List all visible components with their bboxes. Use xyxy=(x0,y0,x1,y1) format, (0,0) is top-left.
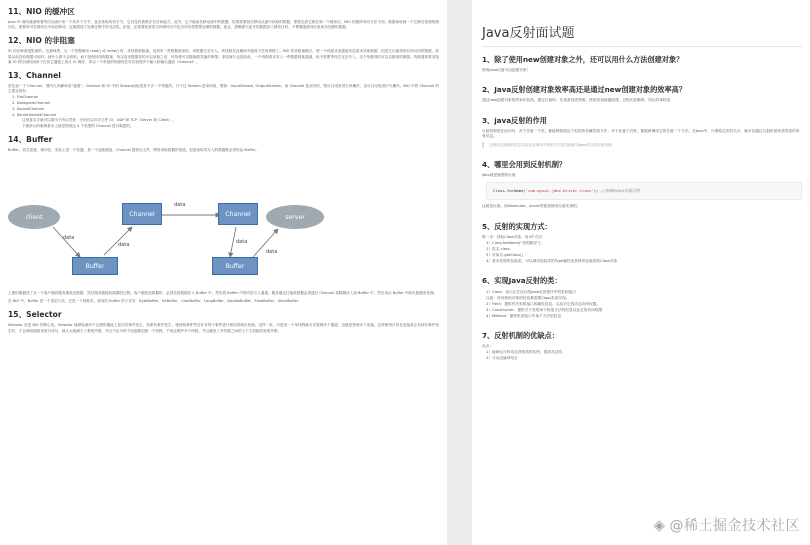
advantage-list xyxy=(482,349,802,361)
channel-list xyxy=(8,94,439,118)
section-nio-nonblocking xyxy=(8,35,439,65)
code-call: Class.forName( xyxy=(493,188,526,194)
list-item: 3）对象名.getClass() xyxy=(486,253,523,258)
buffer-node: Buffer xyxy=(212,257,258,275)
section-body: 首先说一下 Channel，国内大多翻译成“通道”。Channel 和 IO 中的 Stream(流)是差不多一个等级的。只不过 Stream 是单向的，譬如：InputStream, OutputStream，而 Channel 是双向的，既可以用来进行读操作，也可以用来进行写操作。NIO 中的 Channel 的主要实现有： xyxy=(8,84,439,94)
code-string: 'com.mysql.jdbc.Driver.class' xyxy=(525,188,594,194)
question-answer: jdbc就是典型的反射 xyxy=(482,173,516,178)
list-item: 3）Constructor：提供关于类的单个构造方法的信息以及它的访问权限 xyxy=(486,308,603,313)
section-title: 11、NIO 的缓冲区 xyxy=(8,7,75,16)
channel-note: 这里看名字就可以猜出个所以然来：分别可以对应文件 IO、UDP 和 TCP（Server 和 Client）。 xyxy=(22,118,176,123)
list-item: 2）Field：提供有关类和接口的属性信息，以及对它的动态访问权限。 xyxy=(486,302,601,307)
blockquote: 这种动态获取的信息以及动态调用对象的方法的功能称为Java语言的反射机制。 xyxy=(482,142,802,148)
channel-node: Channel xyxy=(218,203,258,225)
section-title: 12、NIO 的非阻塞 xyxy=(8,36,75,46)
section-body: IO 的各种流是阻塞的。这意味着，当一个线程调用 read() 或 write() 时，该线程被阻塞，直到有一些数据被读取，或数据完全写入。该线程在此期间不能再干任何事情了。NIO 的非阻塞模式，使一个线程从某通道发送请求读取数据，但是它仅能得到目前可用的数据，如果目前没有数据可用时，就什么都不会获取。而不是保持线程阻塞，所以直至数据变的可以读取之前，该线程可以继续做其他的事情。非阻塞写也是如此。一个线程请求写入一些数据到某通道，但不需要等待它完全写入，这个线程同时可以去做别的事情。线程通常将非阻塞 IO 的空闲时间用于在其它通道上执行 IO 操作，所以一个单独的线程现在可以管理多个输入和输出通道（channel）。 xyxy=(8,49,439,64)
question-5 xyxy=(482,222,802,264)
data-label: data xyxy=(118,242,130,249)
section-body: Java IO 面向流意味着每次从流中读一个或多个字节，直至读取所有字节，它们没有被缓存在任何地方。此外，它不能前后移动流中的数据。如果需要前后移动从流中读取的数据，需要先将它缓存到一个缓冲区。NIO 的缓冲导向方法不同。数据读取到一个它稍后处理的缓冲区，需要时可在缓冲区中前后移动。这就增加了处理过程中的灵活性。但是，还需要检查是否该缓冲区中包含所有您需要处理的数据。而且，需确保当更多的数据读入缓冲区时，不要覆盖缓冲区里尚未处理的数据。 xyxy=(8,20,439,30)
client-node: client xyxy=(8,205,60,229)
question-1 xyxy=(482,55,802,73)
code-close: ); xyxy=(593,188,599,194)
channel-node: Channel xyxy=(122,203,162,225)
data-label: data xyxy=(266,249,278,256)
arrow-buffer-to-channel xyxy=(104,227,132,255)
list-item: 1）Class.forName(“类的路径”)； xyxy=(486,241,544,246)
buffer-flow-diagram xyxy=(8,157,439,285)
list-item: 2）类名.class xyxy=(486,247,510,252)
method-list xyxy=(482,240,802,264)
section-nio-buffer xyxy=(8,6,439,30)
data-label: data xyxy=(174,202,186,209)
question-4 xyxy=(482,160,802,210)
section-body: 上面的图描述了从一个客户端向服务端发送数据，然后服务端接收数据的过程。客户端发送数据时，必须先将数据存入 Buffer 中，然后将 Buffer 中的内容写入通道。服务端这边接收数据必须通过 Channel 将数据读入到 Buffer 中，然后再从 Buffer 中取出数据来处理。 xyxy=(8,291,438,296)
question-answer: 第一步：获取Class对象，有4中方法： xyxy=(482,234,546,239)
buffer-node: Buffer xyxy=(72,257,118,275)
question-answer: 反射机制是在运行时，对于任意一个类，都能够知道这个类的所有属性和方法；对于任意个对象，都能够调用它的任意一个方法。在Java中，只要给定类的名字，就可以通过反射机制来获得类的所有信息。 xyxy=(482,128,800,138)
list-item: 3. SocketChannel xyxy=(12,107,45,112)
code-comment: //加载MySQL的驱动类 xyxy=(600,188,641,194)
list-item: 注意：所有获取对象的信息都需要Class类来实现。 xyxy=(486,296,570,301)
class-list xyxy=(482,289,802,319)
watermark xyxy=(653,515,800,535)
question-2 xyxy=(482,85,802,103)
question-title: 4、哪里会用到反射机制？ xyxy=(482,160,567,170)
section-title: 13、Channel xyxy=(8,71,61,81)
list-item: 1）能够运行时动态获取类的实例，提高灵活性； xyxy=(486,350,566,355)
list-item: 4. ServerSocketChannel xyxy=(12,113,57,118)
section-channel xyxy=(8,70,439,129)
question-3 xyxy=(482,116,802,149)
section-buffer xyxy=(8,134,439,305)
question-title: 7、反射机制的优缺点： xyxy=(482,331,559,341)
section-body: Buffer，故名思意，缓冲区，实际上是一个容器，是一个连续数组。Channel 提供从文件、网络读取数据的渠道，但是读取或写入的数据都必须经由 Buffer。 xyxy=(8,147,259,152)
server-node: server xyxy=(266,205,324,229)
channel-note: 下面演示的案例基本上就是围绕这 4 个类型的 Channel 进行陈述的。 xyxy=(22,123,134,128)
list-item: 2）与动态编译结合 xyxy=(486,356,518,361)
question-answer: 优点： xyxy=(482,344,494,349)
arrow-client-to-buffer xyxy=(53,227,80,257)
question-title: 2、Java反射创建对象效率高还是通过new创建对象的效率高？ xyxy=(482,85,687,95)
code-block xyxy=(486,182,802,200)
list-item: 1）Class：表示正在运行的Java应用程序中的类和接口 xyxy=(486,290,576,295)
question-title: 1、除了使用new创建对象之外，还可以用什么方法创建对象？ xyxy=(482,55,684,64)
list-item: 1. FileChannel xyxy=(12,95,38,100)
section-body: Selector 类是 NIO 的核心类，Selector 能够检测多个注册的通道上是否有事件发生，如果有事件发生，便获取事件然后针对每个事件进行相应的响应处理。这样一来，只是用一个单线程就可以管理多个通道，也就是管理多个连接。这样使得只有在连接真正有读写事件发生时，才会调用函数来进行读写，就大大地减少了系统开销，并且不必为每个连接都创建一个线程，不用去维护多个线程，并且避免了多线程之间的上下文切换导致的开销。 xyxy=(8,323,439,333)
section-body: 在 NIO 中，Buffer 是一个顶层父类，它是一个抽象类，常用的 Buffer 的子类有：ByteBuffer、IntBuffer、CharBuffer、LongBuffer、DoubleBuffer、FloatBuffer、ShortBuffer xyxy=(8,299,299,304)
question-7 xyxy=(482,331,802,361)
list-item: 4）Method：提供类或接口中某个方法的信息 xyxy=(486,314,562,319)
section-title: 14、Buffer xyxy=(8,134,53,144)
document-title: Java反射面试题 xyxy=(482,22,802,47)
watermark-text: @稀土掘金技术社区 xyxy=(669,518,800,534)
section-title: 15、Selector xyxy=(8,310,62,320)
data-label: data xyxy=(236,239,248,246)
list-item: 4）基本类型的包装类，可以调用包装类的Type属性来获得该包装类的Class对象 xyxy=(486,259,618,264)
question-6 xyxy=(482,276,802,319)
question-title: 3、java反射的作用 xyxy=(482,115,547,125)
juejin-logo-icon: ◈ xyxy=(653,516,666,534)
question-title: 6、实现Java反射的类： xyxy=(482,276,562,286)
list-item: 2. DatagramChannel xyxy=(12,101,51,106)
section-selector xyxy=(8,309,439,333)
question-title: 5、反射的实现方式： xyxy=(482,221,552,231)
question-answer: 通过new创建对象的效率比较高。通过反射时，先找查找类资源，使用类加载器创建，过程比较繁琐，所以效率较低 xyxy=(482,98,671,103)
right-document-page xyxy=(472,0,810,545)
data-label: data xyxy=(63,235,75,242)
question-answer: 这就是反射。如hibernate，struts等框架使用反射实现的。 xyxy=(482,204,581,209)
question-answer: 使用Java反射可以创建对象！ xyxy=(482,68,531,72)
